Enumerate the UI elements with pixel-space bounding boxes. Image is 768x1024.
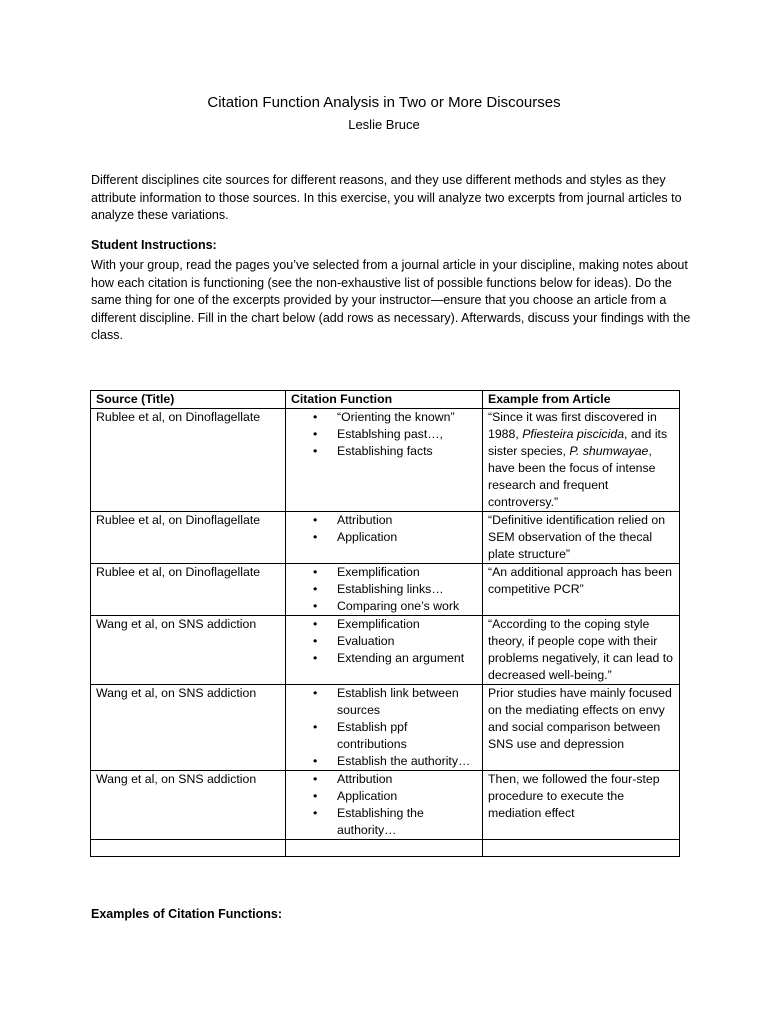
function-list xyxy=(291,685,477,770)
function-list xyxy=(291,771,477,839)
function-list xyxy=(291,409,477,460)
document-author: Leslie Bruce xyxy=(348,117,420,132)
instructions-heading: Student Instructions: xyxy=(91,238,217,252)
table-row xyxy=(91,685,680,771)
example-text: “An additional approach has been competitive PCR” xyxy=(488,565,672,596)
function-cell xyxy=(286,564,483,616)
example-italic-text: P. shumwayae xyxy=(569,444,649,458)
table-row xyxy=(91,840,680,857)
function-cell xyxy=(286,616,483,685)
example-text: Prior studies have mainly focused on the mediating effects on envy and social comparison between SNS use and depression xyxy=(488,686,672,751)
example-text: Then, we followed the four-step procedure to execute the mediation effect xyxy=(488,772,660,820)
header-example: Example from Article xyxy=(483,391,680,409)
example-cell xyxy=(483,564,680,616)
function-cell xyxy=(286,685,483,771)
function-item: • Extending an argument xyxy=(291,650,477,667)
example-cell xyxy=(483,771,680,840)
header-source: Source (Title) xyxy=(91,391,286,409)
source-cell: Wang et al, on SNS addiction xyxy=(91,685,286,771)
function-cell xyxy=(286,409,483,512)
function-cell xyxy=(286,840,483,857)
source-cell: Wang et al, on SNS addiction xyxy=(91,616,286,685)
function-cell xyxy=(286,771,483,840)
source-cell: Rublee et al, on Dinoflagellate xyxy=(91,512,286,564)
function-item: • Attribution xyxy=(291,512,477,529)
function-list xyxy=(291,616,477,667)
example-text: “According to the coping style theory, if people cope with their problems negatively, it can lead to decreased well-being.” xyxy=(488,617,674,682)
function-item: • Exemplification xyxy=(291,616,477,633)
example-cell xyxy=(483,840,680,857)
example-text: “Definitive identification relied on SEM observation of the thecal plate structure” xyxy=(488,513,666,561)
function-item: • “Orienting the known” xyxy=(291,409,477,426)
citation-table xyxy=(90,390,680,857)
table-row xyxy=(91,616,680,685)
table-row xyxy=(91,512,680,564)
example-text: , have been the focus of intense research and frequent controversy.” xyxy=(488,444,656,509)
function-list xyxy=(291,564,477,615)
function-list xyxy=(291,512,477,546)
source-cell: Rublee et al, on Dinoflagellate xyxy=(91,409,286,512)
example-cell xyxy=(483,512,680,564)
example-cell xyxy=(483,616,680,685)
function-item: • Evaluation xyxy=(291,633,477,650)
example-text: , and its sister species, xyxy=(488,427,668,458)
function-item: • Attribution xyxy=(291,771,477,788)
function-item: • Application xyxy=(291,788,477,805)
table-row xyxy=(91,564,680,616)
header-citation-function: Citation Function xyxy=(286,391,483,409)
instructions-paragraph: With your group, read the pages you’ve selected from a journal article in your discipline, making notes about how each citation is functioning (see the non-exhaustive list of possible functions below for ideas). Do the same thing for one of the excerpts provided by your instructor—ensure that you choose an article from a different discipline. Fill in the chart below (add rows as necessary). Afterwards, discuss your findings with the class. xyxy=(91,258,691,342)
source-cell: Rublee et al, on Dinoflagellate xyxy=(91,564,286,616)
example-cell xyxy=(483,685,680,771)
document-title: Citation Function Analysis in Two or More Discourses xyxy=(207,94,561,111)
table-body xyxy=(91,409,680,857)
function-item: • Exemplification xyxy=(291,564,477,581)
examples-heading: Examples of Citation Functions: xyxy=(91,907,282,921)
function-item: • Establishing facts xyxy=(291,443,477,460)
function-item: • Comparing one’s work xyxy=(291,598,477,615)
intro-paragraph: Different disciplines cite sources for different reasons, and they use different methods and styles as they attribute information to those sources. In this exercise, you will analyze two excerpts from journal articles to analyze these variations. xyxy=(91,173,682,222)
source-cell xyxy=(91,840,286,857)
example-cell xyxy=(483,409,680,512)
example-text: “Since it was first discovered in 1988, xyxy=(488,410,657,441)
function-item: • Establish link between sources xyxy=(291,685,477,719)
source-cell: Wang et al, on SNS addiction xyxy=(91,771,286,840)
function-item: • Establishing links… xyxy=(291,581,477,598)
function-item: • Establish the authority… xyxy=(291,753,477,770)
function-item: • Establshing past…, xyxy=(291,426,477,443)
table-header-row xyxy=(91,391,680,409)
function-cell xyxy=(286,512,483,564)
table-row xyxy=(91,771,680,840)
example-italic-text: Pfiesteira piscicida xyxy=(522,427,625,441)
function-item: • Establish ppf contributions xyxy=(291,719,477,753)
function-item: • Establishing the authority… xyxy=(291,805,477,839)
function-item: • Application xyxy=(291,529,477,546)
table-row xyxy=(91,409,680,512)
